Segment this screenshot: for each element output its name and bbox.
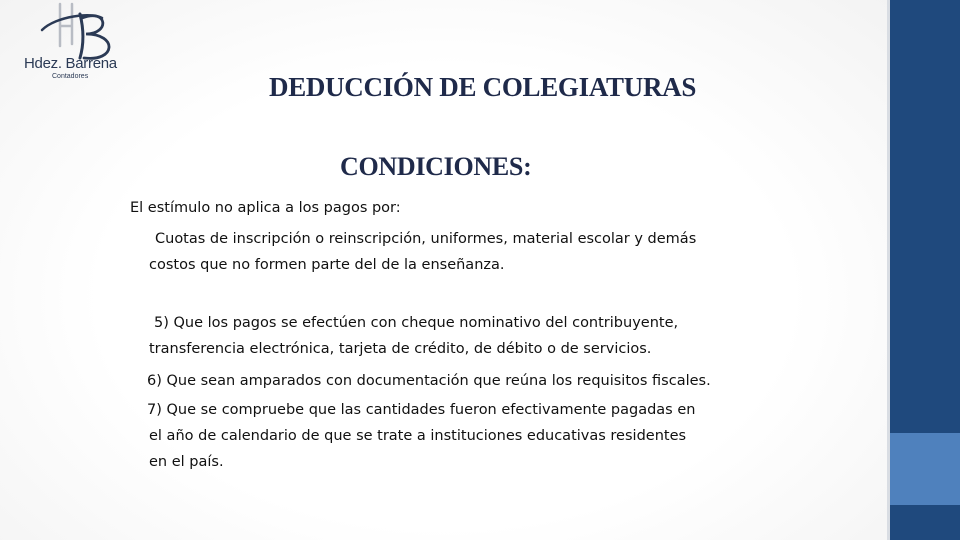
company-logo xyxy=(22,0,132,88)
logo-wordmark: Hdez. Barrena xyxy=(24,55,117,72)
condition-line: costos que no formen parte del de la enseñanza. xyxy=(149,257,505,273)
condition-line: en el país. xyxy=(149,454,224,470)
condition-item xyxy=(147,368,711,394)
condition-line: 6) Que sean amparados con documentación que reúna los requisitos fiscales. xyxy=(147,373,711,389)
condition-line: 7) Que se compruebe que las cantidades fueron efectivamente pagadas en xyxy=(147,402,696,418)
slide-title: DEDUCCIÓN DE COLEGIATURAS xyxy=(269,72,697,102)
logo-monogram-icon xyxy=(22,0,132,60)
condition-line: Cuotas de inscripción o reinscripción, uniformes, material escolar y demás xyxy=(155,231,697,247)
condition-item xyxy=(149,310,678,362)
side-bar-accent xyxy=(890,433,960,505)
slide-subtitle: CONDICIONES: xyxy=(340,152,532,181)
condition-line: el año de calendario de que se trate a instituciones educativas residentes xyxy=(149,428,687,444)
condition-line: transferencia electrónica, tarjeta de crédito, de débito o de servicios. xyxy=(149,341,652,357)
condition-line: 5) Que los pagos se efectúen con cheque nominativo del contribuyente, xyxy=(154,315,679,331)
condition-item xyxy=(147,397,695,475)
intro-text: El estímulo no aplica a los pagos por: xyxy=(130,200,401,216)
logo-tagline: Contadores xyxy=(52,73,89,80)
condition-item xyxy=(149,226,749,278)
